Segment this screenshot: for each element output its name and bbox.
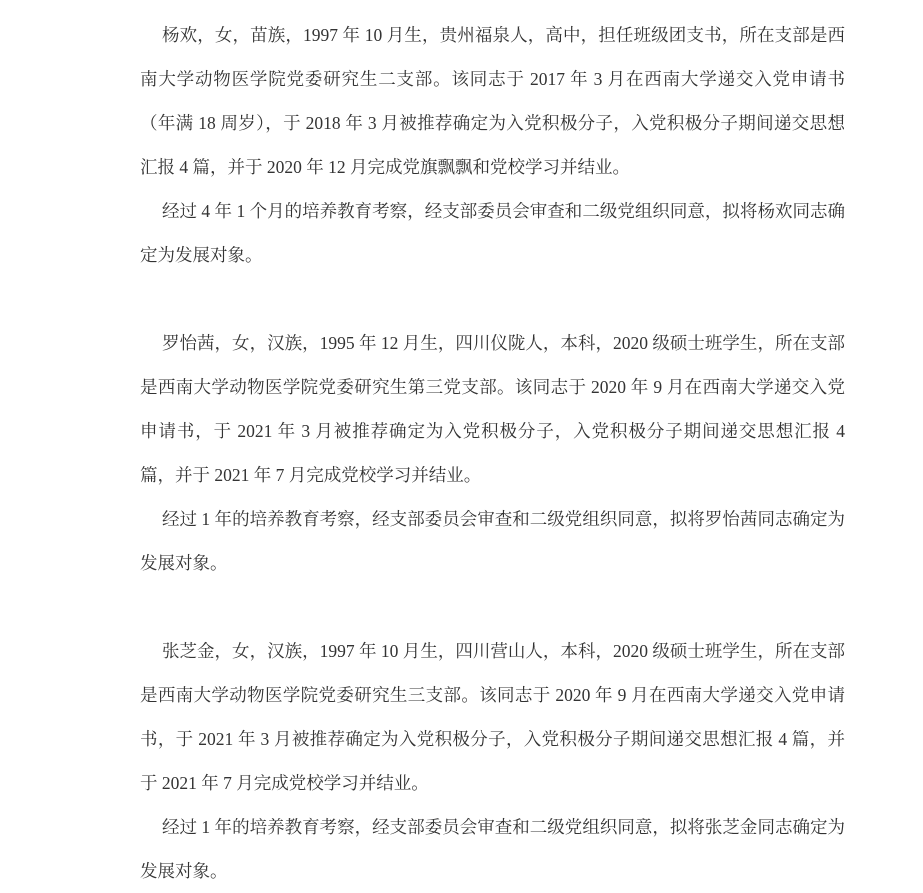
document-section bbox=[140, 13, 845, 277]
document-section bbox=[140, 321, 845, 585]
paragraph: 经过 1 年的培养教育考察，经支部委员会审查和二级党组织同意，拟将罗怡茜同志确定为发展对象。 bbox=[140, 509, 845, 573]
paragraph: 张芝金，女，汉族，1997 年 10 月生，四川营山人，本科，2020 级硕士班学生，所在支部是西南大学动物医学院党委研究生三支部。该同志于 2020 年 9 月在西南大学递交入党申请书，于 2021 年 3 月被推荐确定为入党积极分子，入党积极分子期间递交思想汇报 4 篇，并于 2021 年 7 月完成党校学习并结业。 bbox=[140, 641, 845, 793]
paragraph: 罗怡茜，女，汉族，1995 年 12 月生，四川仪陇人，本科，2020 级硕士班学生，所在支部是西南大学动物医学院党委研究生第三党支部。该同志于 2020 年 9 月在西南大学递交入党申请书，于 2021 年 3 月被推荐确定为入党积极分子，入党积极分子期间递交思想汇报 4 篇，并于 2021 年 7 月完成党校学习并结业。 bbox=[140, 333, 845, 485]
paragraph: 经过 1 年的培养教育考察，经支部委员会审查和二级党组织同意，拟将张芝金同志确定为发展对象。 bbox=[140, 817, 845, 881]
paragraph: 经过 4 年 1 个月的培养教育考察，经支部委员会审查和二级党组织同意，拟将杨欢同志确定为发展对象。 bbox=[140, 201, 845, 265]
document-section bbox=[140, 629, 845, 893]
paragraph: 杨欢，女，苗族，1997 年 10 月生，贵州福泉人，高中，担任班级团支书，所在支部是西南大学动物医学院党委研究生二支部。该同志于 2017 年 3 月在西南大学递交入党申请书（年满 18 周岁），于 2018 年 3 月被推荐确定为入党积极分子，入党积极分子期间递交思想汇报 4 篇，并于 2020 年 12 月完成党旗飘飘和党校学习并结业。 bbox=[140, 25, 845, 177]
